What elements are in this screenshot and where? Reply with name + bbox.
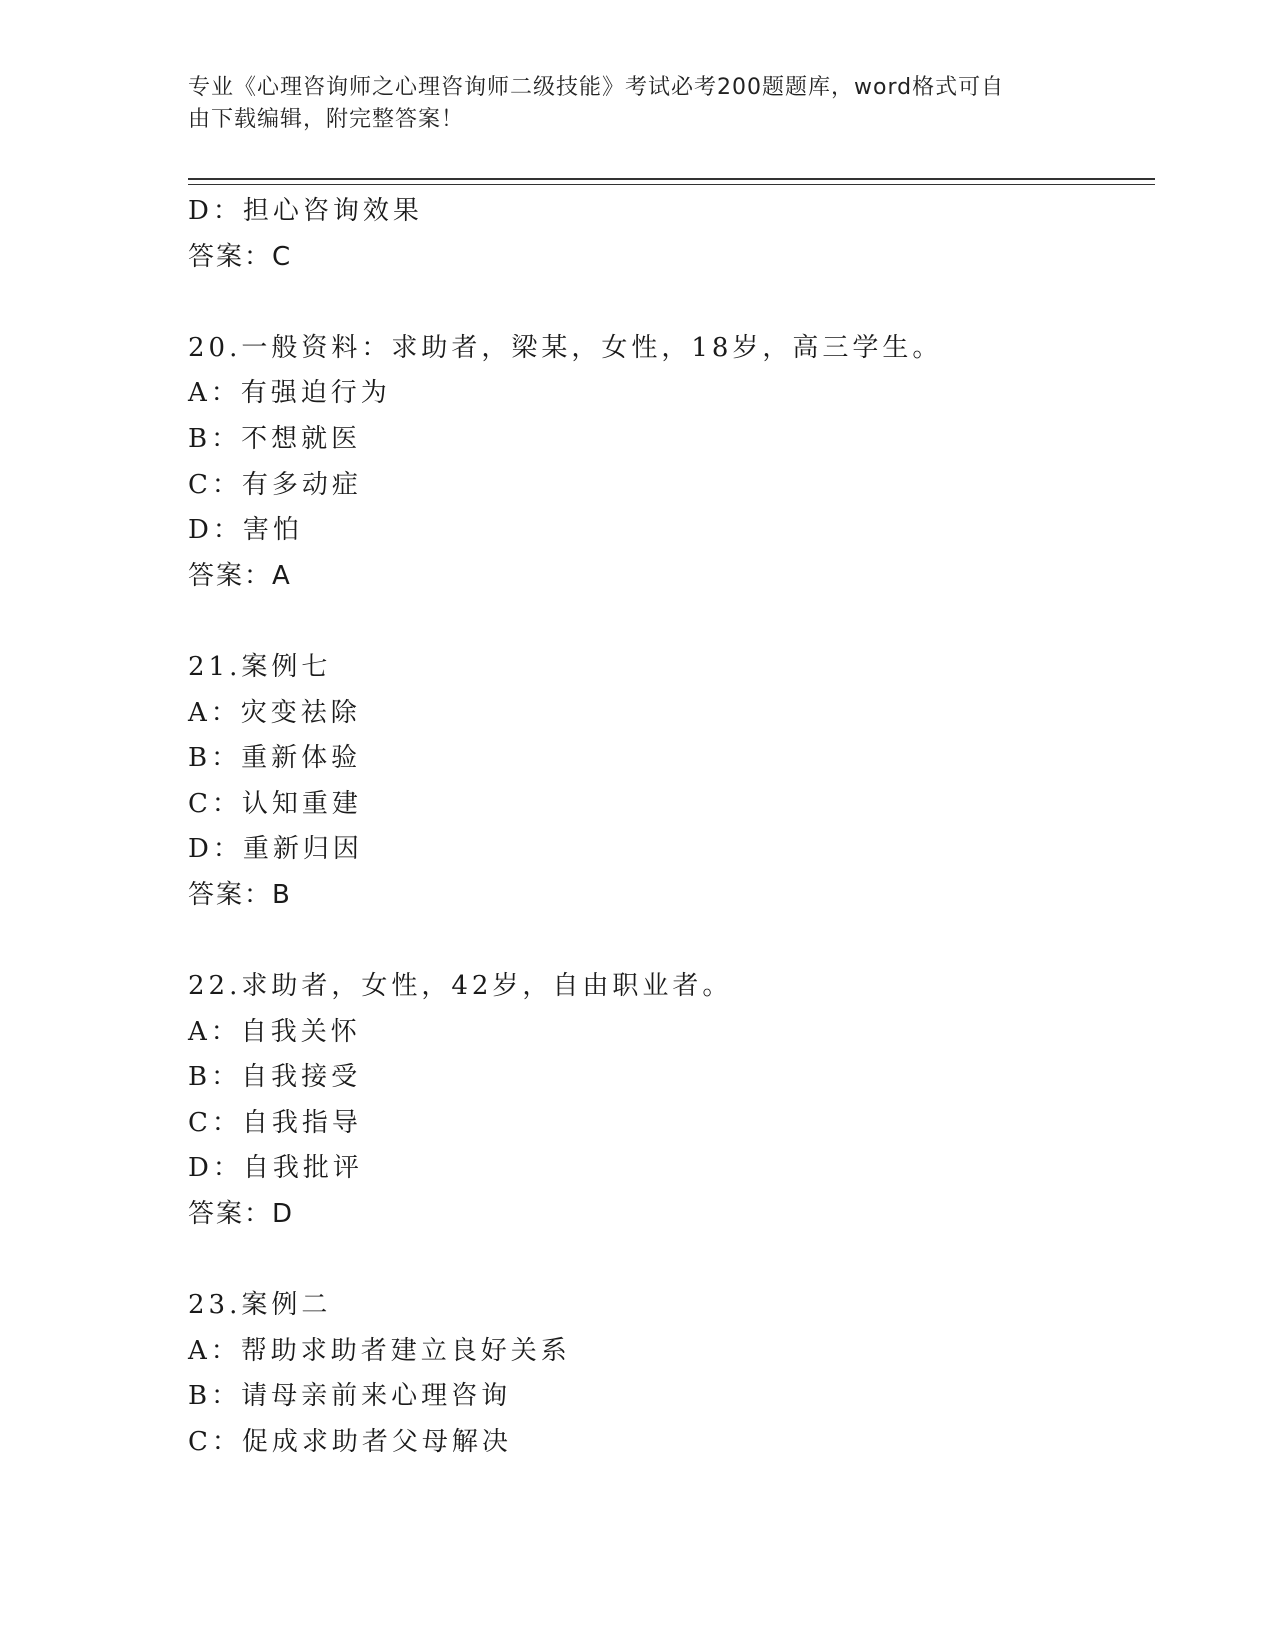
option-a: A：灾变祛除 [188, 697, 361, 728]
header-line-2: 由下载编辑，附完整答案！ [188, 107, 465, 132]
option-b: B：自我接受 [188, 1062, 362, 1093]
option-a: A：帮助求助者建立良好关系 [188, 1335, 571, 1366]
option-b: B：不想就医 [188, 423, 362, 454]
document-header [188, 72, 1078, 136]
question-stem: 23.案例二 [188, 1290, 332, 1321]
question-list [188, 189, 1148, 1466]
question-23 [188, 1283, 1148, 1465]
option-c: C：促成求助者父母解决 [188, 1427, 512, 1458]
option-d: D：担心咨询效果 [188, 196, 423, 226]
option-d: D：害怕 [188, 515, 303, 546]
header-divider [188, 178, 1155, 180]
answer-line: 答案：B [188, 879, 292, 910]
question-21 [188, 645, 1148, 919]
answer-line: 答案：A [188, 560, 292, 591]
option-c: C：认知重建 [188, 788, 362, 819]
answer-line: 答案：D [188, 1199, 295, 1230]
question-stem: 20.一般资料：求助者，梁某，女性，18岁，高三学生。 [188, 332, 943, 363]
question-stem: 22.求助者，女性，42岁，自由职业者。 [188, 971, 733, 1002]
option-b: B：重新体验 [188, 743, 362, 774]
question-tail [188, 189, 1148, 280]
question-stem: 21.案例七 [188, 651, 332, 682]
header-line-1: 专业《心理咨询师之心理咨询师二级技能》考试必考200题题库，word格式可自 [188, 75, 1005, 100]
option-d: D：重新归因 [188, 834, 363, 865]
answer-line: 答案：C [188, 241, 293, 272]
option-c: C：自我指导 [188, 1107, 362, 1138]
question-22 [188, 964, 1148, 1238]
question-gap [188, 280, 1148, 326]
question-gap [188, 919, 1148, 965]
question-gap [188, 599, 1148, 645]
header-divider-thin [188, 184, 1155, 185]
option-b: B：请母亲前来心理咨询 [188, 1381, 512, 1412]
option-d: D：自我批评 [188, 1153, 363, 1184]
option-a: A：有强迫行为 [188, 378, 391, 409]
question-gap [188, 1238, 1148, 1284]
option-c: C：有多动症 [188, 469, 362, 500]
option-a: A：自我关怀 [188, 1016, 361, 1047]
question-20 [188, 326, 1148, 600]
